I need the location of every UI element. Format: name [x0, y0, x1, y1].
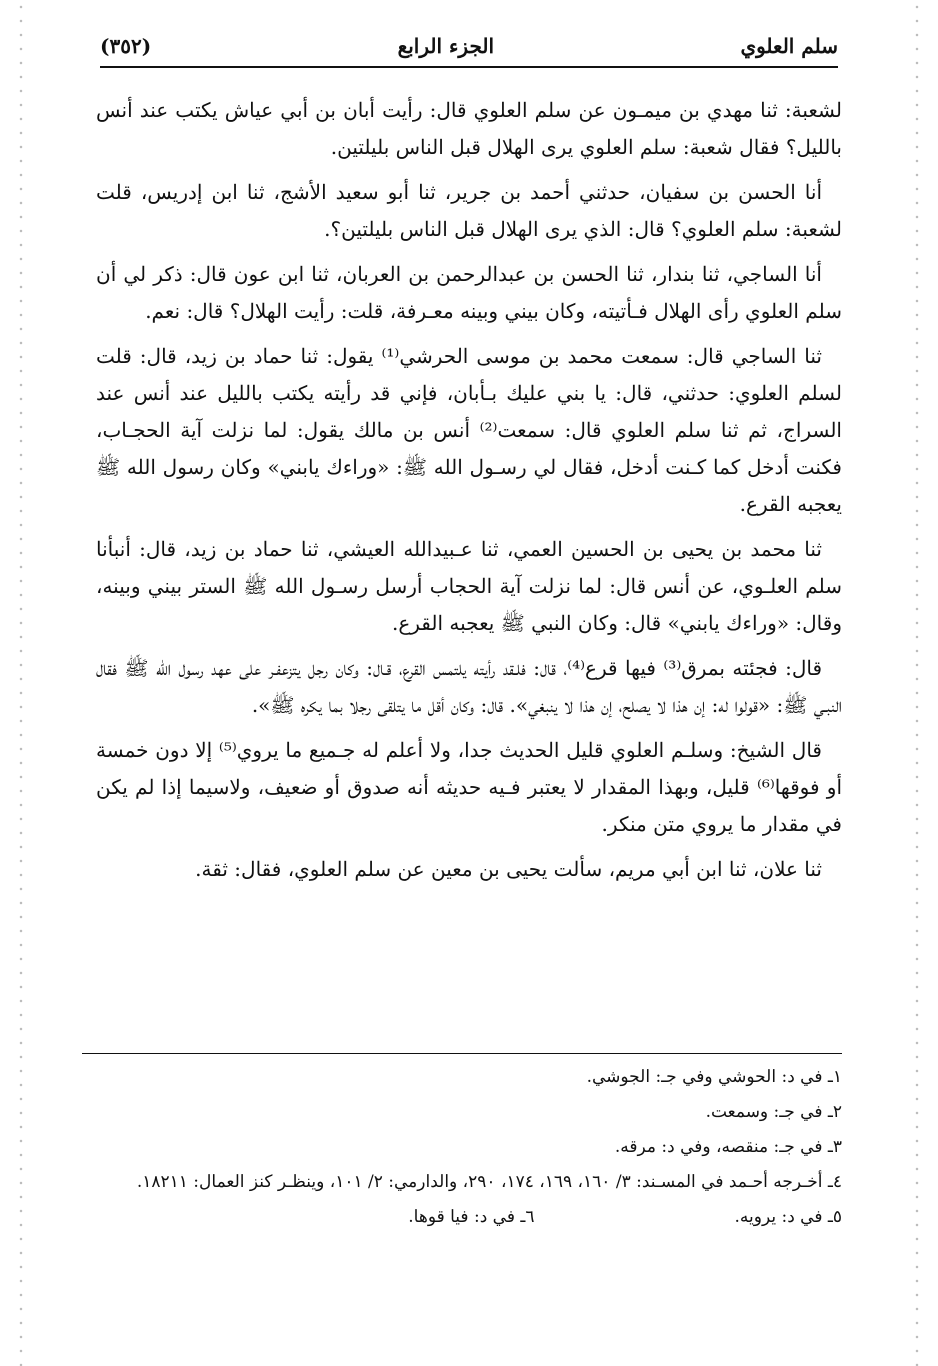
footnote: ٣ـ في جـ: منقصه، وفي د: مرقه. [614, 1137, 842, 1157]
footnote: ٢ـ في جـ: وسمعت. [705, 1102, 842, 1122]
paragraph: ثنا محمد بن يحيى بن الحسين العمي، ثنا عـبيدالله العيشي، ثنا حماد بن زيد، قال: أنبأنا سلم العلـوي، عن أنس قال: لما نزلت آية الحجاب أرسل رسـول الله ﷺ الستر بيني وبينه، وقال: «وراءك يابني» قال: وكان النبي ﷺ يعجبه القرع. [96, 537, 842, 635]
footnote: ٥ـ في د: يرويه. [734, 1207, 842, 1227]
footnote-separator [82, 1053, 842, 1054]
footnote-row [96, 1202, 842, 1233]
header-page-number: (٣٥٢) [100, 34, 152, 58]
paragraph: قال: فجئته بمرق⁽³⁾ فيها قرع⁽⁴⁾، قال: فلـقد رأيته يلتمس القرع، قـال: وكان رجل يتزعفـر على عهد رسول الله ﷺ فقال النبـي ﷺ: «قولوا له: إن هذا لا يصلح، إن هذا لا ينبغي». قال: وكان أقل ما يتلقى رجلا بما يكره ﷺ». [96, 656, 842, 717]
footnote: ١ـ في د: الحوشي وفي جـ: الجوشي. [586, 1067, 842, 1087]
paragraph: ثنا الساجي قال: سمعت محمد بن موسى الحرشي⁽¹⁾ يقول: ثنا حماد بن زيد، قال: قلت لسلم العلوي: حدثني، قال: يا بني عليك بـأبان، فإني قد رأيته يكتب بالليل عند أنس عند السراج، ثم ثنا سلم العلوي قال: سمعت⁽²⁾ أنس بن مالك يقول: لما نزلت آية الحجـاب، فكنت أدخل كما كـنت أدخل، فقال لي رسـول الله ﷺ: «وراءك يابني» وكان رسول الله ﷺ يعجبه القرع. [96, 344, 843, 516]
paragraph: ثنا علان، ثنا ابن أبي مريم، سألت يحيى بن معين عن سلم العلوي، فقال: ثقة. [195, 857, 822, 881]
header-volume: الجزء الرابع [397, 34, 495, 58]
paragraph: أنا الحسن بن سفيان، حدثني أحمد بن جرير، ثنا أبو سعيد الأشج، ثنا ابن إدريس، قلت لشعبة: سلم العلوي؟ قال: الذي يرى الهلال قبل الناس بليلتين؟. [96, 180, 842, 241]
scan-margin-left [18, 0, 24, 1366]
footnote: ٦ـ في د: فيا قوها. [408, 1207, 535, 1227]
footnotes [96, 1062, 842, 1237]
scan-margin-right [914, 0, 920, 1366]
main-text [96, 92, 842, 896]
header-entry-title: سلم العلوي [740, 34, 838, 58]
paragraph: لشعبة: ثنا مهدي بن ميمـون عن سلم العلوي قال: رأيت أبان بن أبي عياش يكتب عند أنس بالليل؟ فقال شعبة: سلم العلوي يرى الهلال قبل الناس بليلتين. [96, 98, 842, 159]
footnote: ٤ـ أخـرجه أحـمد في المسـند: ٣/ ١٦٠، ١٦٩، ١٧٤، ٢٩٠، والدارمي: ٢/ ١٠١، وينظـر كنز العمال: ١٨٢١١. [136, 1172, 842, 1192]
running-header [100, 26, 838, 68]
paragraph: قال الشيخ: وسلـم العلوي قليل الحديث جدا، ولا أعلم له جـميع ما يروي⁽⁵⁾ إلا دون خمسة أو فوقها⁽⁶⁾ قليل، وبهذا المقدار لا يعتبر فـيه حديثه أنه صدوق أو ضعيف، ولاسيما إذا لم يكن في مقدار ما يروي متن منكر. [96, 738, 842, 836]
paragraph: أنا الساجي، ثنا بندار، ثنا الحسن بن عبدالرحمن بن العربان، ثنا ابن عون قال: ذكر لي أن سلم العلوي رأى الهلال فـأتيته، وكان بيني وبينه معـرفة، قلت: رأيت الهلال؟ قال: نعم. [96, 262, 842, 323]
